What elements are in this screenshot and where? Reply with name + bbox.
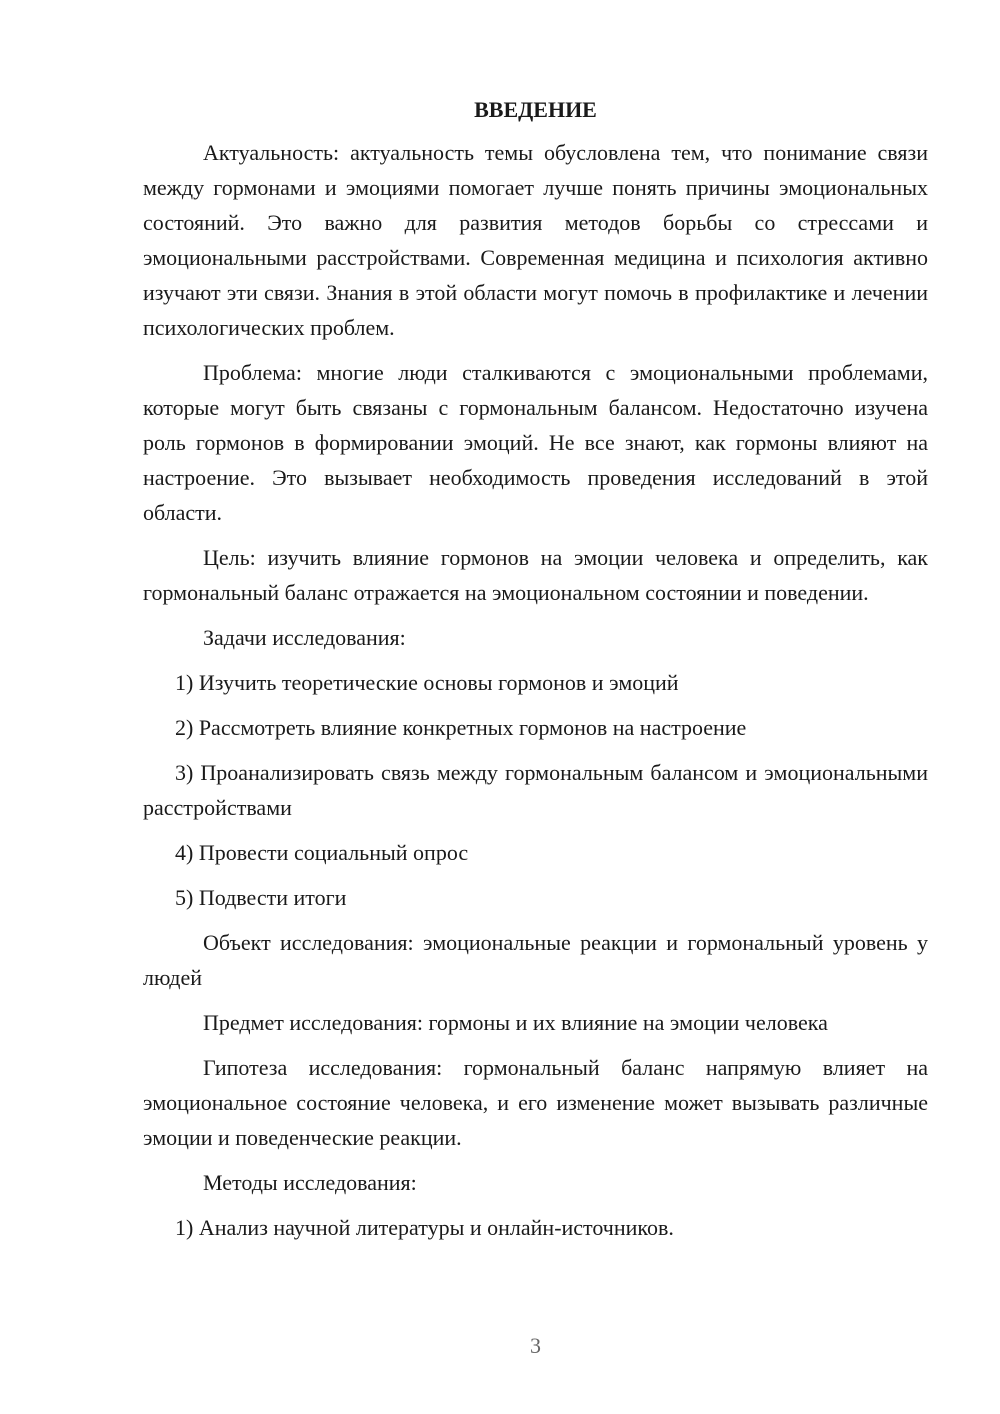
method-item-1: 1) Анализ научной литературы и онлайн-источников. [175,1215,674,1240]
paragraph-relevance: Актуальность: актуальность темы обусловлена тем, что понимание связи между гормонами и эмоциями помогает лучше понять причины эмоциональных состояний. Это важно для развития методов борьбы со стрессами и эмоциональными расстройствами. Современная медицина и психология активно изучают эти связи. Знания в этой области могут помочь в профилактике и лечении психологических проблем. [143,140,928,340]
task-item-3: 3) Проанализировать связь между гормональным балансом и эмоциональными расстройствами [143,760,928,820]
section-title: ВВЕДЕНИЕ [474,97,597,122]
task-item-5: 5) Подвести итоги [175,885,347,910]
tasks-heading: Задачи исследования: [203,625,406,650]
paragraph-subject: Предмет исследования: гормоны и их влияние на эмоции человека [203,1010,828,1035]
methods-heading: Методы исследования: [203,1170,417,1195]
document-page [143,92,928,1255]
task-item-4: 4) Провести социальный опрос [175,840,469,865]
paragraph-object: Объект исследования: эмоциональные реакции и гормональный уровень у людей [143,930,928,990]
page-number: 3 [530,1333,541,1358]
task-item-1: 1) Изучить теоретические основы гормонов и эмоций [175,670,679,695]
paragraph-goal: Цель: изучить влияние гормонов на эмоции человека и определить, как гормональный баланс отражается на эмоциональном состоянии и поведении. [143,545,928,605]
paragraph-problem: Проблема: многие люди сталкиваются с эмоциональными проблемами, которые могут быть связаны с гормональным балансом. Недостаточно изучена роль гормонов в формировании эмоций. Не все знают, как гормоны влияют на настроение. Это вызывает необходимость проведения исследований в этой области. [143,360,928,525]
task-item-2: 2) Рассмотреть влияние конкретных гормонов на настроение [175,715,747,740]
paragraph-hypothesis: Гипотеза исследования: гормональный баланс напрямую влияет на эмоциональное состояние человека, и его изменение может вызывать различные эмоции и поведенческие реакции. [143,1055,928,1150]
